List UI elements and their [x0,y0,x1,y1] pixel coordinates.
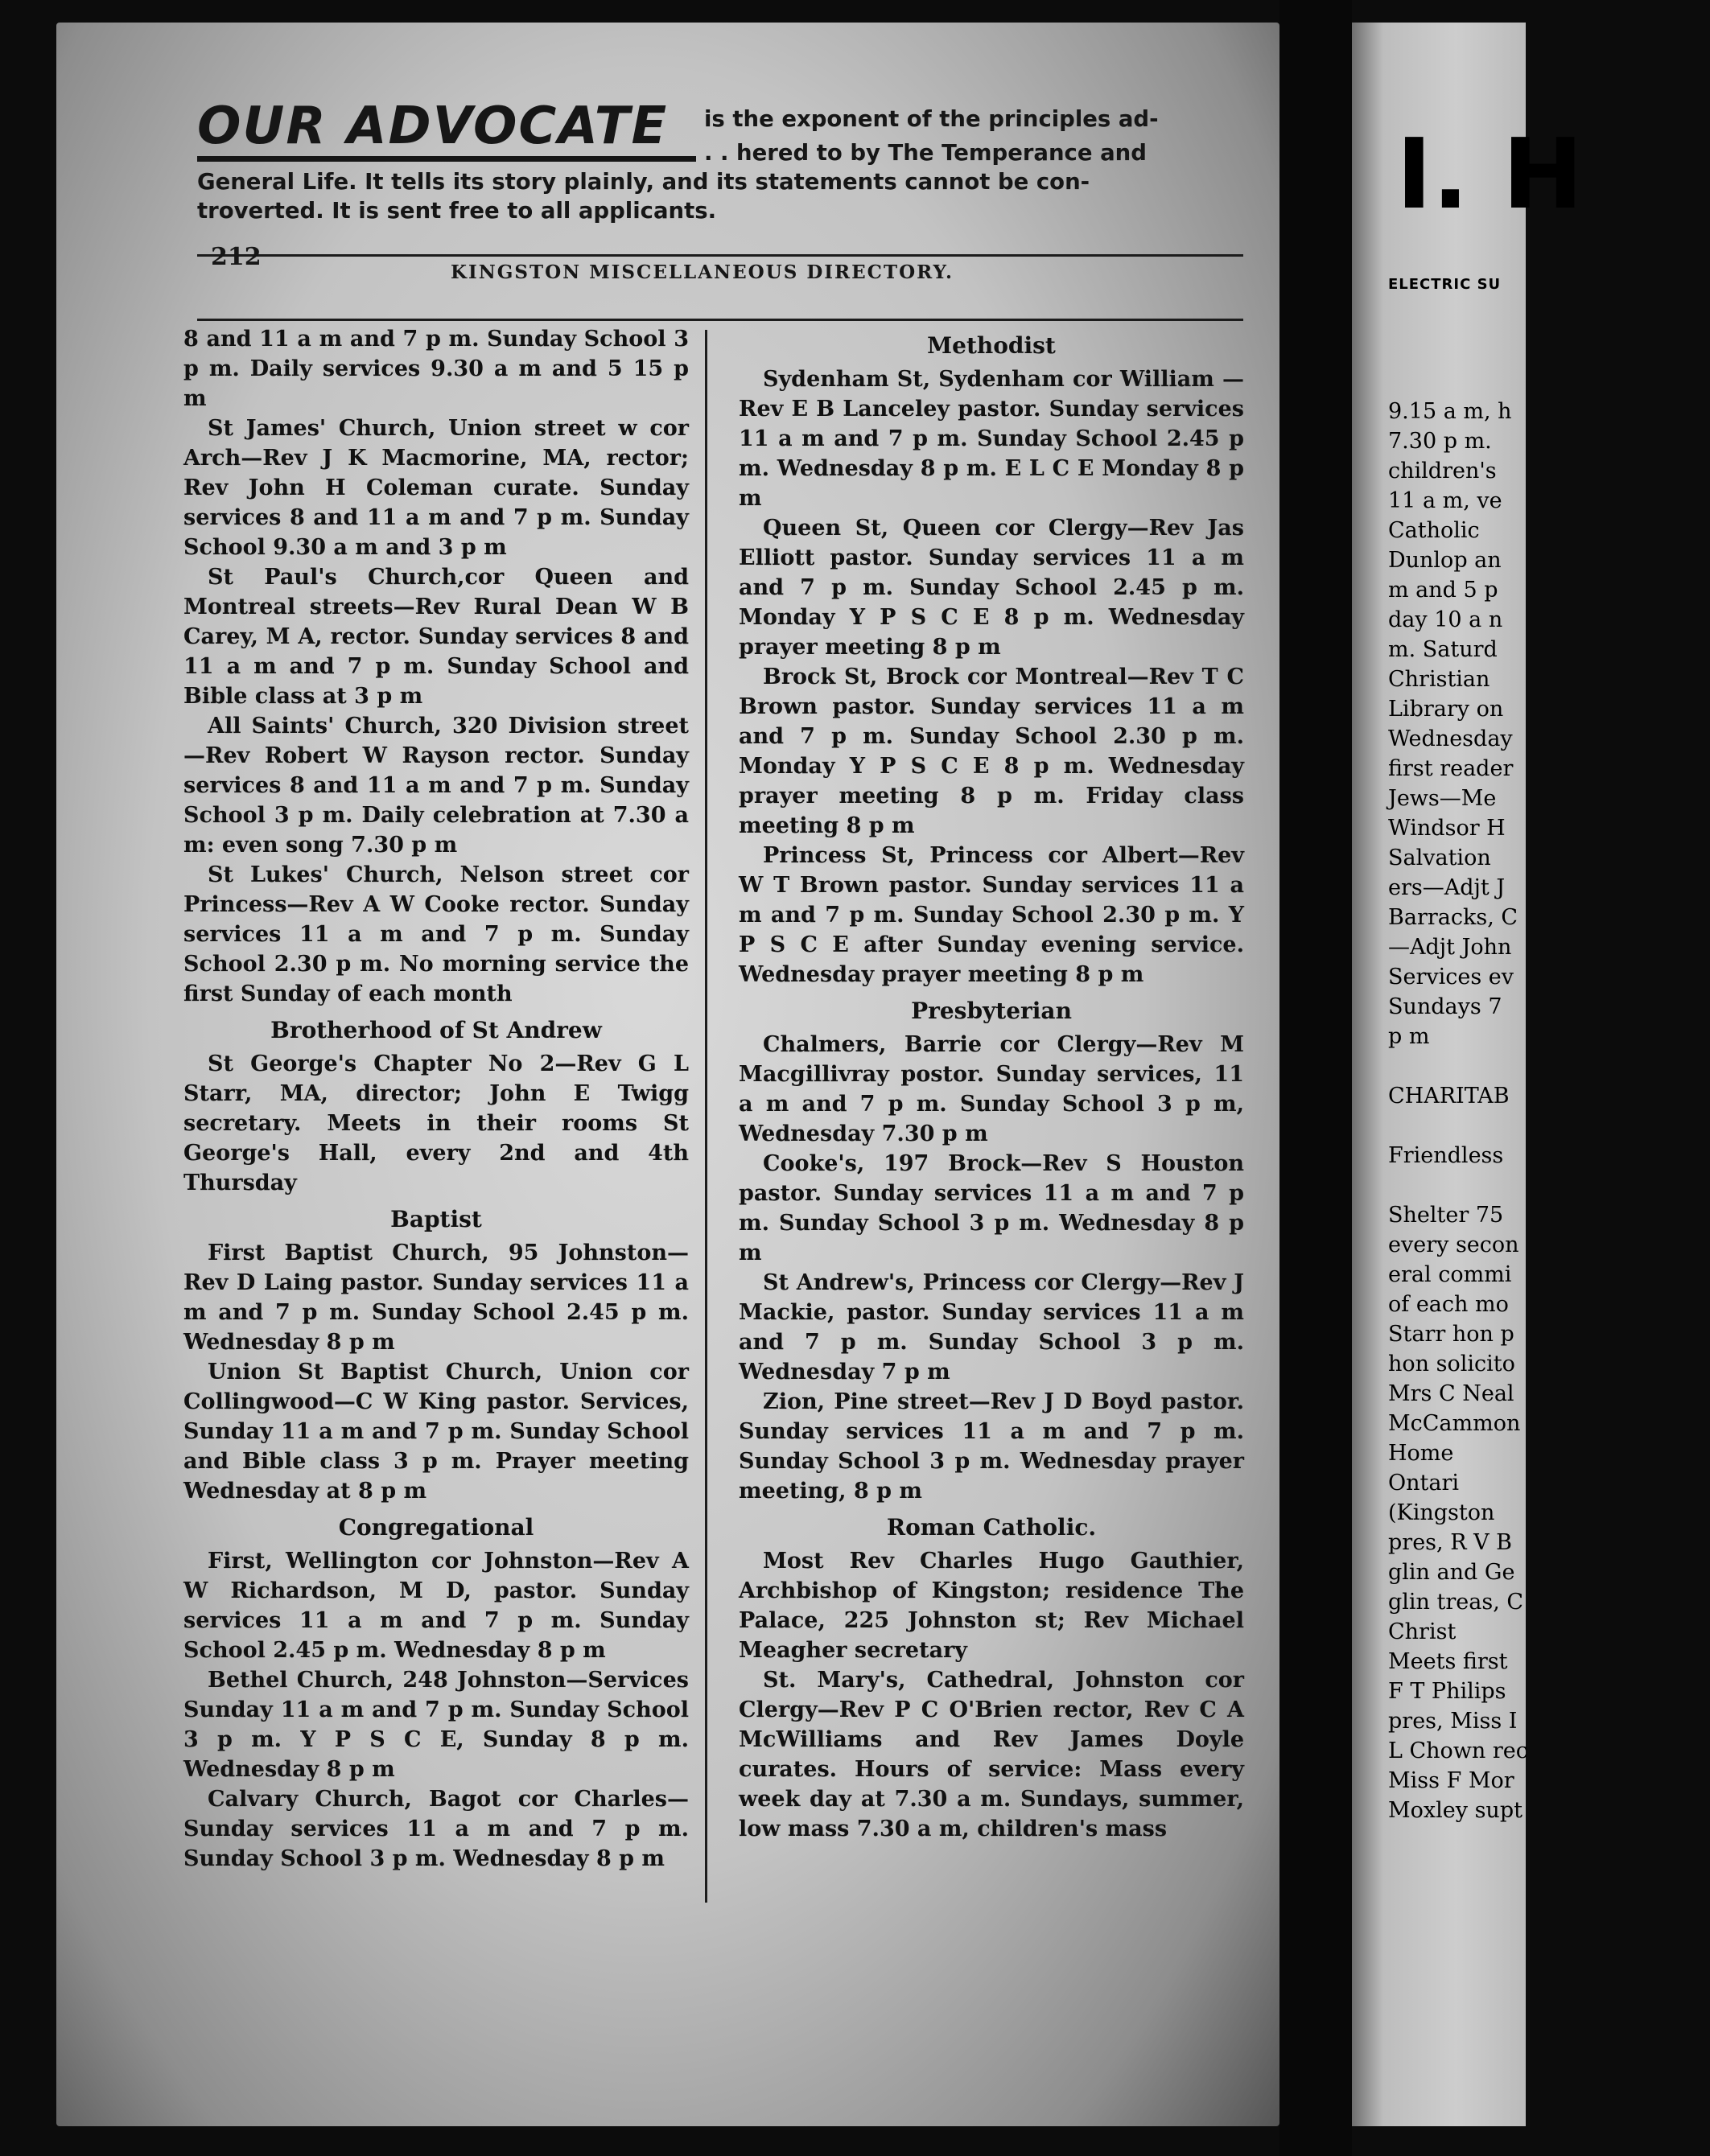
facing-page-line: Ontari [1388,1471,1460,1496]
directory-entry: Princess St, Princess cor Albert—Rev W T Brown pastor. Sunday services 11 a m and 7 p m. Sunday School 2.30 p m. Y P S C E after Sunday evening service. Wednesday prayer meeting 8 p m [739,843,1244,987]
directory-entry: Calvary Church, Bagot cor Charles— Sunday services 11 a m and 7 p m. Sunday School 3 p m. Wednesday 8 p m [183,1787,689,1871]
directory-entry: All Saints' Church, 320 Division street —Rev Robert W Rayson rector. Sunday services 8 and 11 a m and 7 p m. Sunday School 3 p m. Daily celebration at 7.30 a m: even song 7.30 p m [183,714,689,858]
facing-page-line [1388,1171,1710,1200]
facing-page-subtitle: ELECTRIC SU [1388,276,1502,293]
directory-entry: Cooke's, 197 Brock—Rev S Houston pastor. Sunday services 11 a m and 7 p m. Sunday School 3 p m. Wednesday 8 p m [739,1151,1244,1265]
facing-page-line: first reader [1388,756,1514,781]
section-heading: Brotherhood of St Andrew [270,1017,602,1043]
facing-page-line: day 10 a n [1388,607,1503,632]
left-column [183,324,689,1874]
directory-entry: St Andrew's, Princess cor Clergy—Rev J Mackie, pastor. Sunday services 11 a m and 7 p m. Sunday School 3 p m. Wednesday 7 p m [739,1270,1244,1385]
directory-entry: First, Wellington cor Johnston—Rev A W Richardson, M D, pastor. Sunday services 11 a m and 7 p m. Sunday School 2.45 p m. Wednesday 8 p m [183,1549,689,1663]
facing-page-line: —Adjt John [1388,935,1512,960]
facing-page-line: Jews—Me [1388,786,1497,811]
right-column [739,324,1244,1844]
facing-page-line: Salvation [1388,846,1491,870]
directory-entry: Queen St, Queen cor Clergy—Rev Jas Elliott pastor. Sunday services 11 a m and 7 p m. Sunday School 2.45 p m. Monday Y P S C E 8 p m. Wednesday prayer meeting 8 p m [739,516,1244,660]
facing-page-line: hon solicito [1388,1352,1515,1376]
facing-page-line: (Kingston [1388,1500,1495,1525]
facing-page-line: m. Saturd [1388,637,1498,662]
directory-entry: Most Rev Charles Hugo Gauthier, Archbishop of Kingston; residence The Palace, 225 Johnston st; Rev Michael Meagher secretary [739,1549,1244,1663]
facing-page-line: children's [1388,459,1497,483]
facing-page-line: eral commi [1388,1262,1512,1287]
facing-page-line: glin treas, C [1388,1590,1524,1615]
directory-entry: St. Mary's, Cathedral, Johnston cor Clergy—Rev P C O'Brien rector, Rev C A McWilliams and Rev James Doyle curates. Hours of service: Mass every week day at 7.30 a m. Sundays, summer, low mass 7.30 a m, children's mass [739,1668,1244,1841]
facing-page-line: Starr hon p [1388,1322,1514,1347]
facing-page-line: Home [1388,1441,1454,1466]
directory-entry: Sydenham St, Sydenham cor William —Rev E B Lanceley pastor. Sunday services 11 a m and 7 p m. Sunday School 2.45 p m. Wednesday 8 p m. E L C E Monday 8 p m [739,367,1244,511]
facing-page-line [1388,1051,1710,1081]
advertisement-line-4: troverted. It is sent free to all applicants. [197,198,717,224]
advertisement-line-1: is the exponent of the principles ad- [704,106,1159,132]
directory-entry: St James' Church, Union street w cor Arch—Rev J K Macmorine, MA, rector; Rev John H Coleman curate. Sunday services 8 and 11 a m and 7 p m. Sunday School 9.30 a m and 3 p m [183,416,689,560]
section-heading: Presbyterian [911,998,1072,1024]
facing-page-line: ers—Adjt J [1388,875,1506,900]
facing-page-line: CHARITAB [1388,1084,1510,1109]
page-number: 212 [211,243,262,271]
advertisement-line-3: General Life. It tells its story plainly, and its statements cannot be con- [197,169,1090,195]
facing-page-line: Moxley supt [1388,1798,1523,1823]
facing-page-line: Christ [1388,1619,1457,1644]
facing-page-line: Services ev [1388,965,1514,990]
directory-entry: Brock St, Brock cor Montreal—Rev T C Brown pastor. Sunday services 11 a m and 7 p m. Sunday School 2.30 p m. Monday Y P S C E 8 p m. Wednesday prayer meeting 8 p m. Friday class meeting 8 p m [739,664,1244,838]
header-rule-bottom [197,319,1243,321]
facing-page-line: m and 5 p [1388,578,1498,603]
facing-page-line: Wednesday [1388,726,1513,751]
section-heading: Roman Catholic. [886,1514,1097,1541]
directory-entry: First Baptist Church, 95 Johnston— Rev D Laing pastor. Sunday services 11 a m and 7 p m. Sunday School 2.45 p m. Wednesday 8 p m [183,1241,689,1355]
facing-page-line: glin and Ge [1388,1560,1515,1585]
column-divider [705,330,707,1903]
facing-page-line: McCammon [1388,1411,1521,1436]
section-heading: Baptist [390,1206,482,1232]
directory-entry: St George's Chapter No 2—Rev G L Starr, MA, director; John E Twigg secretary. Meets in their rooms St George's Hall, every 2nd and 4th Thursday [183,1051,689,1195]
facing-page-line: pres, Miss I [1388,1709,1518,1734]
facing-page-line: 9.15 a m, h [1388,399,1512,424]
running-head: KINGSTON MISCELLANEOUS DIRECTORY. [451,261,954,283]
facing-page-line: p m [1388,1024,1430,1049]
facing-page-line: Miss F Mor [1388,1768,1514,1793]
facing-page-line: pres, R V B [1388,1530,1513,1555]
facing-page-line: of each mo [1388,1292,1509,1317]
facing-page-line: 7.30 p m. [1388,429,1492,454]
facing-page-line: Windsor H [1388,816,1506,841]
facing-page-text [1388,397,1710,1825]
directory-entry: St Paul's Church,cor Queen and Montreal streets—Rev Rural Dean W B Carey, M A, rector. Sunday services 8 and 11 a m and 7 p m. Sunday School and Bible class at 3 p m [183,565,689,709]
directory-entry: St Lukes' Church, Nelson street cor Princess—Rev A W Cooke rector. Sunday services 11 a m and 7 p m. Sunday School 2.30 p m. No morning service the first Sunday of each month [183,862,689,1006]
facing-page-line: Library on [1388,697,1504,722]
facing-page-line: 11 a m, ve [1388,488,1502,513]
section-heading: Methodist [927,332,1056,359]
directory-entry: Union St Baptist Church, Union cor Collingwood—C W King pastor. Services, Sunday 11 a m and 7 p m. Sunday School and Bible class 3 p m. Prayer meeting Wednesday at 8 p m [183,1360,689,1504]
facing-page-line: every secon [1388,1232,1519,1257]
directory-entry: 8 and 11 a m and 7 p m. Sunday School 3 p m. Daily services 9.30 a m and 5 15 p m [183,327,689,411]
facing-page-line: Christian [1388,667,1490,692]
facing-page-line: Dunlop an [1388,548,1502,573]
directory-entry: Bethel Church, 248 Johnston—Services Sunday 11 a m and 7 p m. Sunday School 3 p m. Y P S C E, Sunday 8 p m. Wednesday 8 p m [183,1668,689,1782]
advertisement-banner [141,97,1247,233]
facing-page-line: Sundays 7 [1388,994,1502,1019]
facing-page-line: Meets first [1388,1649,1508,1674]
book-gutter [1279,0,1352,2156]
advertisement-line-2: . . hered to by The Temperance and [704,140,1147,166]
directory-entry: Chalmers, Barrie cor Clergy—Rev M Macgillivray postor. Sunday services, 11 a m and 7 p m. Sunday School 3 p m, Wednesday 7.30 p m [739,1032,1244,1146]
directory-entry: Zion, Pine street—Rev J D Boyd pastor. Sunday services 11 a m and 7 p m. Sunday School 3 p m. Wednesday prayer meeting, 8 p m [739,1389,1244,1504]
facing-page-line [1388,1111,1710,1141]
facing-page-line: Mrs C Neal [1388,1381,1514,1406]
header-rule-top [197,254,1243,257]
section-heading: Congregational [338,1514,534,1541]
facing-page-line: Friendless [1388,1143,1504,1168]
facing-page-line: F T Philips [1388,1679,1506,1704]
facing-page-title: I. H [1396,119,1584,231]
facing-page-line: L Chown rec [1388,1738,1528,1763]
facing-page [1352,23,1584,2126]
facing-page-line: Barracks, C [1388,905,1518,930]
advertisement-title: OUR ADVOCATE [197,97,696,162]
facing-page-line: Catholic [1388,518,1480,543]
facing-page-line: Shelter 75 [1388,1203,1504,1228]
